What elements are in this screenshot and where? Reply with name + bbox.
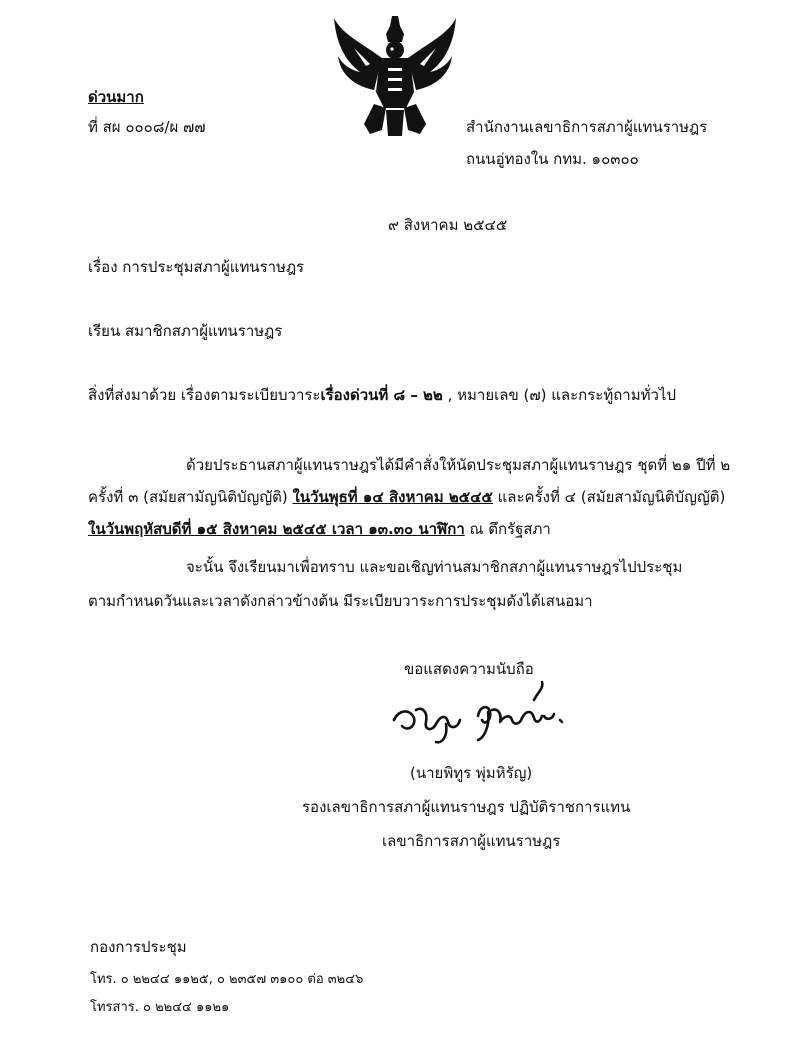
phone-number: โทร. ๐ ๒๒๔๔ ๑๑๒๕, ๐ ๒๓๕๗ ๓๑๐๐ ต่อ ๓๒๔๖ [90,972,364,987]
body-para2-line1: จะนั้น จึงเรียนมาเพื่อทราบ และขอเชิญท่านสมาชิกสภาผู้แทนราษฎรไปประชุม [186,558,683,576]
closing-salutation: ขอแสดงความนับถือ [404,660,534,678]
body-para1-line2 [88,488,725,506]
signer-title-line2: เลขาธิการสภาผู้แทนราษฎร [382,832,561,850]
enclosure-urgent-items: เรื่องด่วนที่ ๘ – ๒๒ [320,386,443,404]
meeting-venue: ณ ตึกรัฐสภา [464,520,551,538]
fax-number: โทรสาร. ๐ ๒๒๔๔ ๑๑๒๑ [90,1000,230,1015]
body-para1-line1: ด้วยประธานสภาผู้แทนราษฎรได้มีคำสั่งให้นัดประชุมสภาผู้แทนราษฎร ชุดที่ ๒๑ ปีที่ ๒ [186,456,731,474]
session-4-label: และครั้งที่ ๔ (สมัยสามัญนิติบัญญัติ) [492,488,726,506]
recipient-line: เรียน สมาชิกสภาผู้แทนราษฎร [88,322,283,340]
reference-number: ที่ สผ ๐๐๐๘/ผ ๗๗ [88,118,206,136]
signer-name: (นายพิทูร พุ่มหิรัญ) [410,764,533,782]
office-name: สำนักงานเลขาธิการสภาผู้แทนราษฎร [466,118,708,136]
session-3-label: ครั้งที่ ๓ (สมัยสามัญนิติบัญญัติ) [88,488,293,506]
letter-date: ๙ สิงหาคม ๒๕๔๕ [388,216,508,234]
body-para1-line3 [88,520,551,538]
handwritten-signature [388,680,578,750]
enclosure-line [88,386,676,404]
enclosure-prefix: สิ่งที่ส่งมาด้วย เรื่องตามระเบียบวาระ [88,386,321,404]
session-4-date-time: ในวันพฤหัสบดีที่ ๑๕ สิงหาคม ๒๕๔๕ เวลา ๑๓.๓๐ นาฬิกา [88,520,465,538]
session-3-date: ในวันพุธที่ ๑๔ สิงหาคม ๒๕๔๕ [292,488,493,506]
enclosure-suffix: , หมายเลข (๗) และกระทู้ถามทั่วไป [442,386,676,404]
urgency-label: ด่วนมาก [88,88,144,106]
department-name: กองการประชุม [90,938,187,956]
signer-title-line1: รองเลขาธิการสภาผู้แทนราษฎร ปฏิบัติราชการแทน [302,798,631,816]
subject-line: เรื่อง การประชุมสภาผู้แทนราษฎร [88,258,305,276]
body-para2-line2: ตามกำหนดวันและเวลาดังกล่าวข้างต้น มีระเบียบวาระการประชุมดังได้เสนอมา [88,592,593,610]
garuda-emblem-icon [330,12,460,140]
office-address: ถนนอู่ทองใน กทม. ๑๐๓๐๐ [466,150,639,168]
